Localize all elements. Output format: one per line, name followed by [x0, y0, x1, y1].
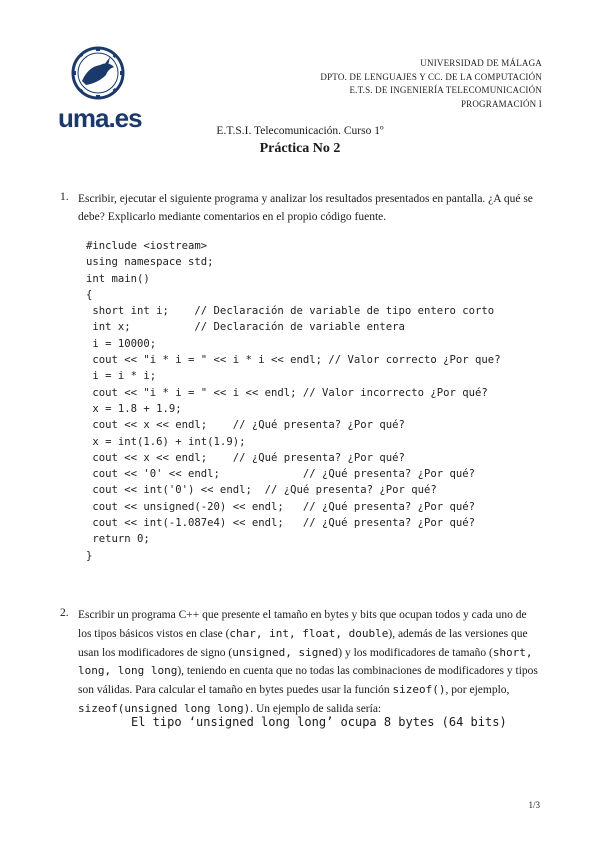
code-line: cout << "i * i = " << i << endl; // Valor incorrecto ¿Por qué?	[86, 386, 488, 399]
header-line: DPTO. DE LENGUAJES Y CC. DE LA COMPUTACIÓN	[320, 71, 542, 82]
code-inline: short, long, long long	[78, 645, 533, 678]
code-listing	[86, 238, 501, 564]
code-line: cout << '0' << endl; // ¿Qué presenta? ¿Por qué?	[86, 468, 476, 481]
code-line: int x; // Declaración de variable entera	[86, 321, 405, 334]
header-line: E.T.S. DE INGENIERÍA TELECOMUNICACIÓN	[349, 85, 542, 95]
code-inline: char, int, float, double	[229, 626, 389, 640]
page-number: 1/3	[528, 800, 540, 810]
code-line: cout << x << endl; // ¿Qué presenta? ¿Por qué?	[86, 451, 405, 464]
code-line: x = int(1.6) + int(1.9);	[86, 435, 246, 448]
exercise-1-number: 1.	[60, 191, 69, 203]
code-line: using namespace std;	[86, 256, 214, 269]
text-run: , por ejemplo,	[445, 684, 510, 697]
code-line: cout << x << endl; // ¿Qué presenta? ¿Por qué?	[86, 419, 405, 432]
code-inline: sizeof(unsigned long long)	[78, 701, 251, 715]
code-inline: unsigned, signed	[232, 645, 339, 659]
code-line: }	[86, 549, 93, 562]
header-line: UNIVERSIDAD DE MÁLAGA	[420, 58, 542, 68]
header-line: PROGRAMACIÓN I	[460, 98, 542, 109]
code-line: i = 10000;	[86, 337, 157, 350]
code-line: cout << int(-1.087e4) << endl; // ¿Qué presenta? ¿Por qué?	[86, 517, 476, 530]
code-line: return 0;	[86, 533, 150, 546]
code-line: cout << "i * i = " << i * i << endl; // Valor correcto ¿Por que?	[86, 354, 501, 367]
code-line: i = i * i;	[86, 370, 157, 383]
code-line: {	[86, 288, 93, 301]
university-seal-icon	[58, 45, 138, 105]
code-line: cout << unsigned(-20) << endl; // ¿Qué presenta? ¿Por qué?	[86, 500, 476, 513]
code-line: short int i; // Declaración de variable de tipo entero corto	[86, 305, 495, 318]
text-run: ) y los modificadores de tamaño (	[338, 646, 493, 659]
text-run: ), además de las versiones que usan los modificadores de signo (	[78, 627, 528, 659]
exercise-2-number: 2.	[60, 607, 69, 619]
exercise-1-text: Escribir, ejecutar el siguiente programa y analizar los resultados presentados en pantalla. ¿A qué se debe? Explicarlo mediante comentarios en el propio código fuente.	[78, 193, 533, 223]
code-line: int main()	[86, 272, 150, 285]
course-subtitle: E.T.S.I. Telecomunicación. Curso 1º	[216, 125, 384, 137]
text-run: ), teniendo en cuenta que no todas las combinaciones de modificadores y tipos son válidas. Para calcular el tamaño en bytes puedes usar la función	[78, 665, 538, 697]
example-output: El tipo ‘unsigned long long’ ocupa 8 bytes (64 bits)	[131, 715, 507, 729]
code-inline: sizeof()	[392, 683, 446, 697]
text-run: Escribir un programa C++ que presente el tamaño en bytes y bits que ocupan todos y cada uno de los tipos básicos vistos en clase (	[78, 609, 527, 640]
practice-title: Práctica No 2	[259, 141, 341, 156]
code-line: #include <iostream>	[86, 240, 208, 252]
code-line: x = 1.8 + 1.9;	[86, 402, 182, 415]
logo-wordmark: uma.es	[58, 103, 142, 133]
institution-header	[320, 57, 542, 111]
code-line: cout << int('0') << endl; // ¿Qué presenta? ¿Por qué?	[86, 484, 437, 497]
exercise-2-text	[78, 607, 540, 719]
university-logo	[58, 45, 142, 137]
text-run: . Un ejemplo de salida sería:	[250, 702, 382, 715]
